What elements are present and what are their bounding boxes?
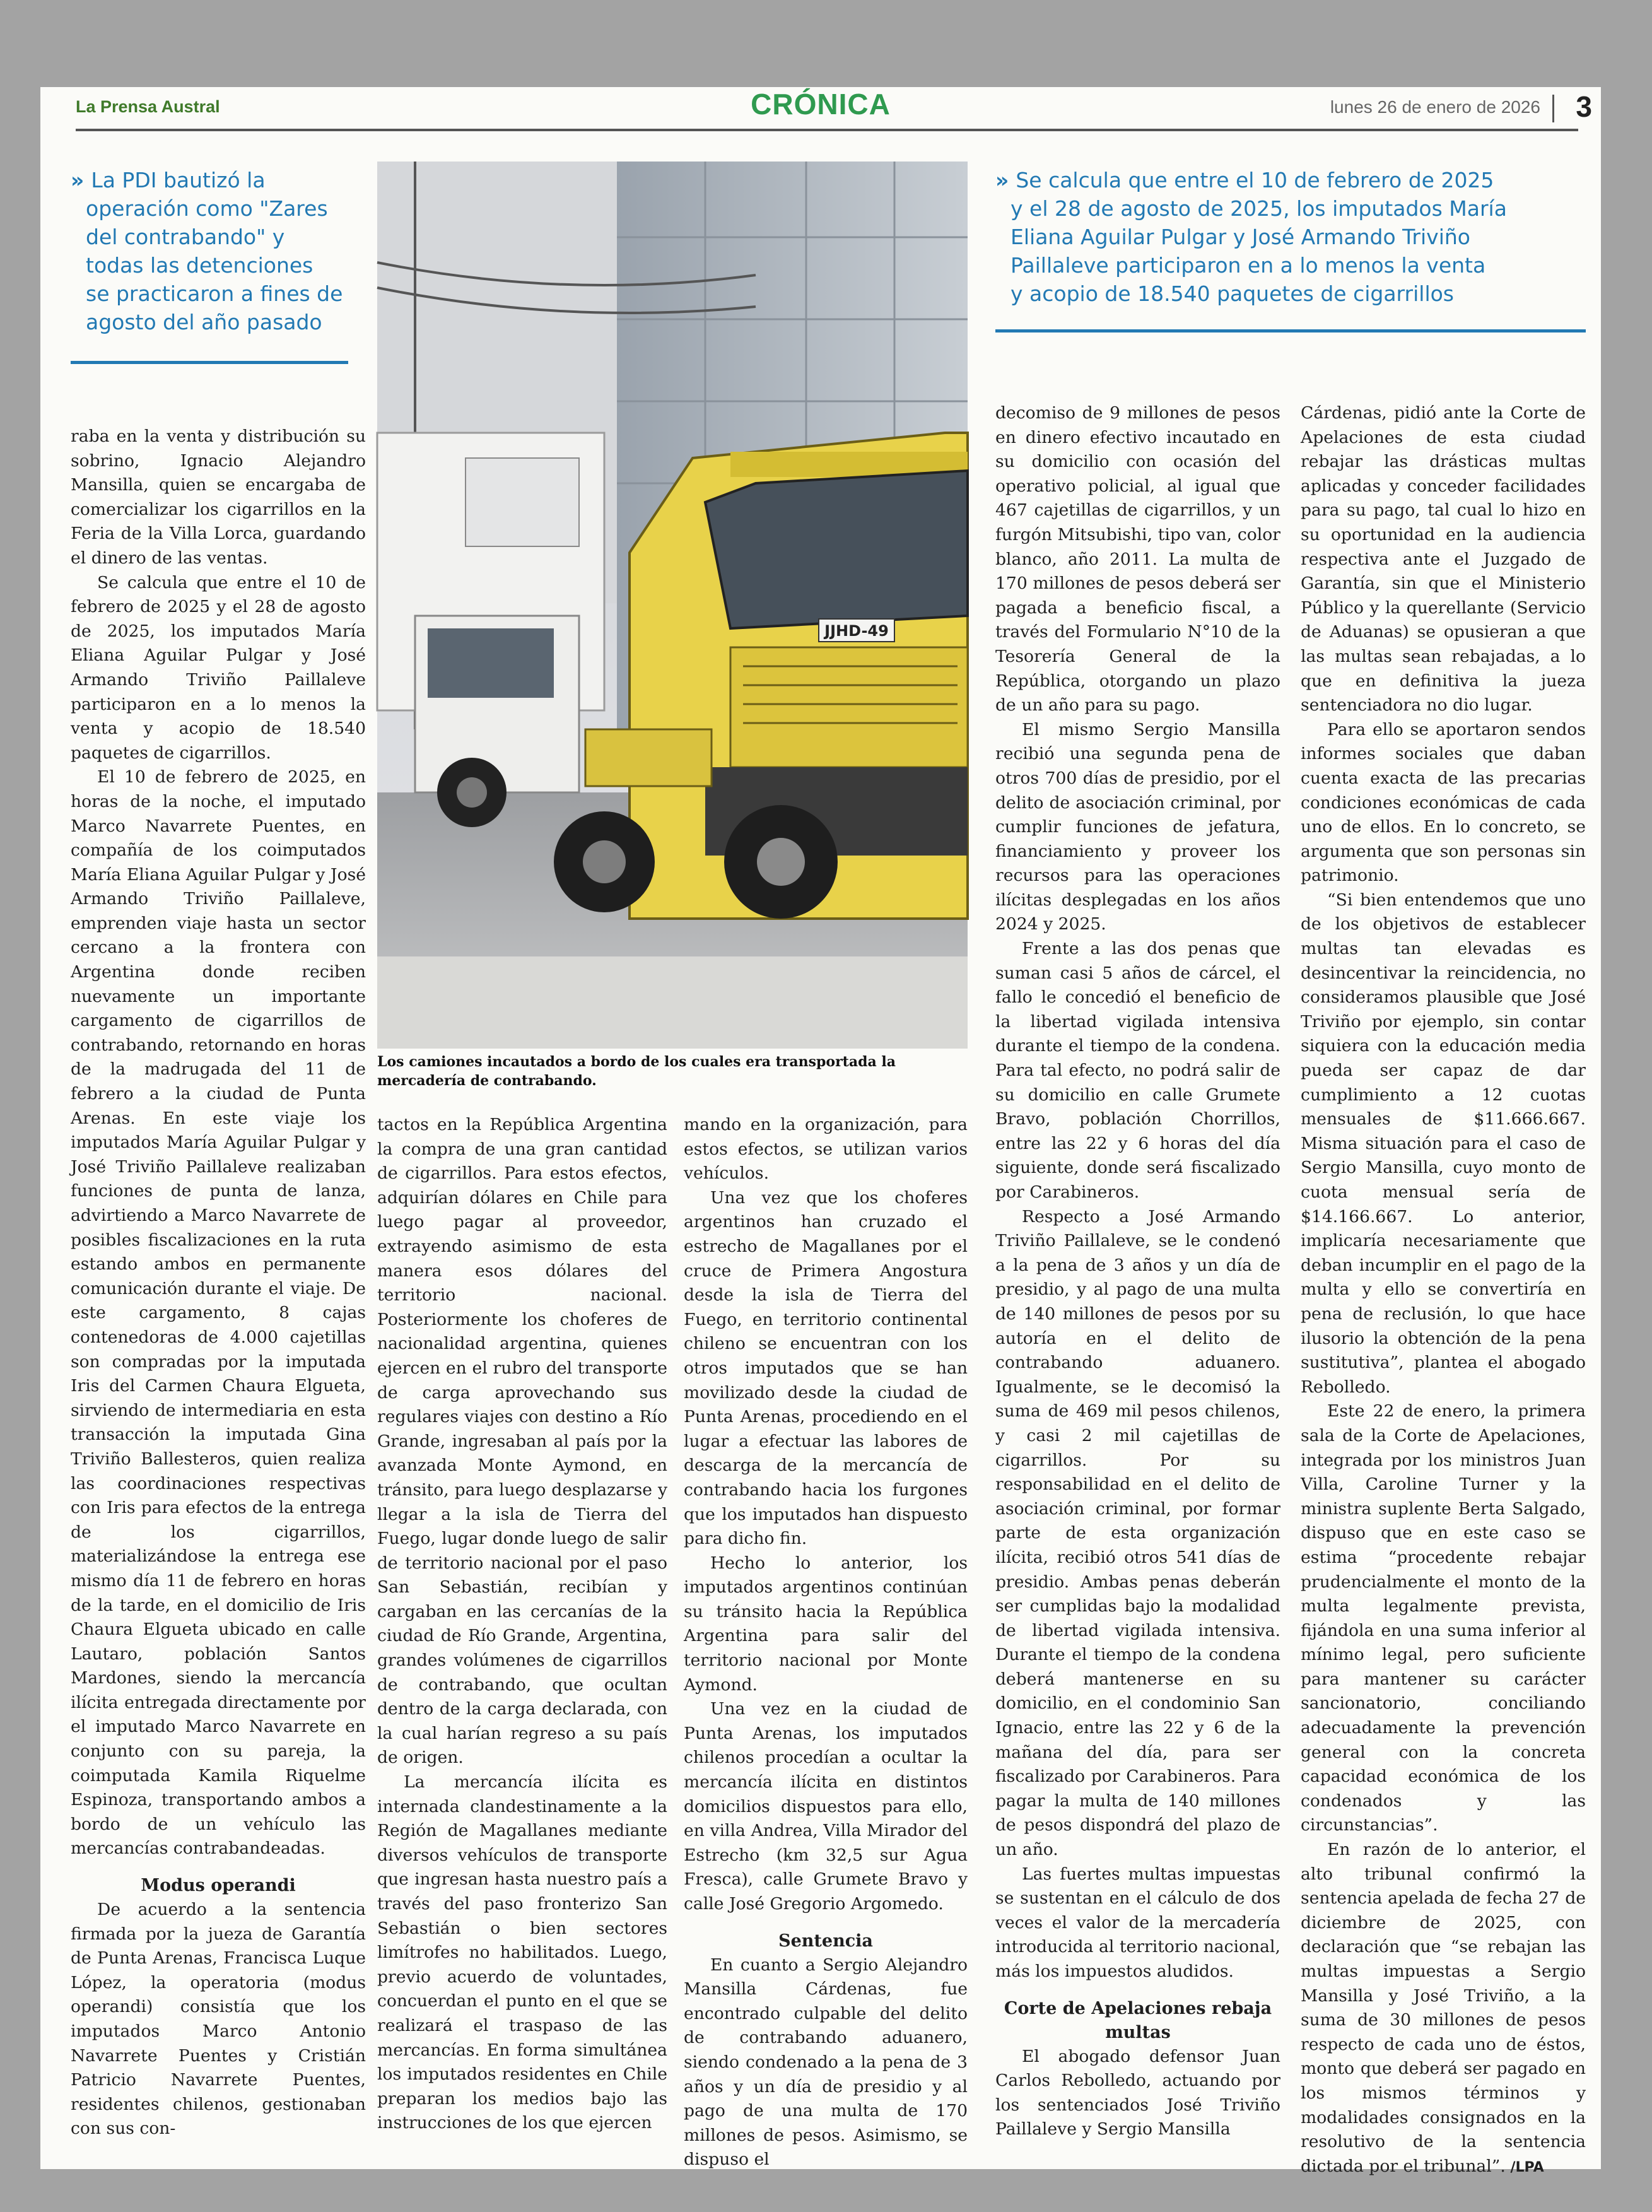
brand-name: La Prensa Austral — [76, 97, 220, 116]
article-paragraph: “Si bien entendemos que uno de los objetivos de establecer multas tan elevadas es desincentivar la reincidencia, no consideramos plausible que José Triviño por ejemplo, sin contar siquiera con la educación media pueda ser capaz de dar cumplimiento a 12 cuotas mensuales de $11.666.667. Misma situación para el caso de Sergio Mansilla, cuyo monto de cuota mensual sería de $14.166.667. Lo anterior, implicaría necesariamente que deban incumplir en el pago de la multa y ello se convertiría en pena de reclusión, lo que hace ilusorio la obtención de la pena sustitutiva”, plantea el abogado Rebolledo. — [1301, 890, 1586, 1397]
section-subhead: Corte de Apelaciones rebaja multas — [1004, 1998, 1272, 2042]
header-rule — [76, 129, 1578, 131]
article-paragraph: El 10 de febrero de 2025, en horas de la noche, el imputado Marco Navarrete Puentes, en compañía de los coimputados María Eliana Aguilar Pulgar y José Armando Triviño Paillaleve, emprenden viaje hasta un sector cercano a la frontera con Argentina donde reciben nuevamente un importante cargamento de cigarrillos de contrabando, retornando en horas de la madrugada del 11 de febrero a la ciudad de Punta Arenas. En este viaje los imputados María Aguilar Pulgar y José Triviño Paillaleve realizaban funciones de punta de lanza, advirtiendo a Marco Navarrete de posibles fiscalizaciones en la ruta estando ambos en permanente comunicación durante el viaje. De este cargamento, 8 cajas contenedoras de 4.000 cajetillas son compradas por la imputada Iris del Carmen Chaura Elgueta, sirviendo de intermediaria en esta transacción la imputada Gina Triviño Ballesteros, quien realiza las coordinaciones respectivas con Iris para efectos de la entrega de los cigarrillos, materializándose la entrega ese mismo día 11 de febrero en horas de la tarde, en el domicilio de Iris Chaura Elgueta ubicado en calle Lautaro, población Santos Mardones, siendo la mercancía ilícita entregada directamente por el imputado Marco Navarrete en conjunto con su pareja, la coimputada Kamila Riquelme Espinoza, transportando ambos a bordo de un vehículo las mercancías contrabandeadas. — [71, 767, 366, 1859]
article-paragraph: tactos en la República Argentina la compra de una gran cantidad de cigarrillos. Para estos efectos, adquirían dólares en Chile para luego pagar al proveedor, extrayendo asimismo de esta manera esos dólares del territorio nacional. Posteriormente los choferes de nacionalidad argentina, quienes ejercen en el rubro del transporte de carga aprovechando sus regulares viajes con destino a Río Grande, ingresaban al país por la avanzada Monte Aymond, en tránsito, para luego desplazarse y llegar a la isla de Tierra del Fuego, lugar donde luego de salir de territorio nacional por el paso San Sebastián, recibían y cargaban en las cercanías de la ciudad de Río Grande, Argentina, grandes volúmenes de cigarrillos de contrabando, que ocultan dentro de la carga declarada, con la cual harían regreso a su país de origen. — [377, 1115, 667, 1768]
pull-quote-left — [71, 166, 367, 336]
article-paragraph: Se calcula que entre el 10 de febrero de 2025 y el 28 de agosto de 2025, los imputados María Eliana Aguilar Pulgar y José Armando Triviño Paillaleve participaron en a lo menos la venta y acopio de 18.540 paquetes de cigarrillos. — [71, 572, 366, 763]
truck-plate: JJHD-49 — [824, 622, 889, 640]
signoff: /LPA — [1505, 2159, 1544, 2175]
article-paragraph: Frente a las dos penas que suman casi 5 años de cárcel, el fallo le concedió el beneficio de la libertad vigilada intensiva durante el tiempo de la condena. Para tal efecto, no podrá salir de su domicilio en calle Grumete Bravo, población Chorrillos, entre las 22 y 6 horas del día siguiente, donde será fiscalizado por Carabineros. — [995, 939, 1280, 1202]
issue-date: lunes 26 de enero de 2026 — [1330, 97, 1540, 117]
section-title: CRÓNICA — [751, 88, 891, 121]
article-paragraph: decomiso de 9 millones de pesos en dinero efectivo incautado en su domicilio con ocasión del operativo policial, al igual que 467 cajetillas de cigarrillos, y un furgón Mitsubishi, tipo van, color blanco, año 2011. La multa de 170 millones de pesos deberá ser pagada a beneficio fiscal, a través del Formulario N°10 de la Tesorería General de la República, otorgando un plazo de un año para su pago. — [995, 403, 1280, 715]
truck-photo — [377, 162, 968, 1049]
pull-quote-line: Eliana Aguilar Pulgar y José Armando Triviño — [1011, 225, 1470, 249]
pull-quote-left-rule — [71, 361, 348, 364]
pull-quote-line: Paillaleve participaron en a lo menos la venta — [1011, 253, 1486, 278]
pull-quote-line: todas las detenciones — [86, 253, 313, 278]
article-column-5 — [1301, 401, 1586, 2176]
pull-quote-line: y acopio de 18.540 paquetes de cigarrillos — [1011, 281, 1454, 306]
article-paragraph: Respecto a José Armando Triviño Paillaleve, se le condenó a la pena de 3 años y un día de presidio, y al pago de una multa de 140 millones de pesos por su autoría en el delito de contrabando aduanero. Igualmente, se le decomisó la suma de 469 mil pesos chilenos, y casi 2 mil cajetillas de cigarrillos. Por su responsabilidad en el delito de asociación criminal, por formar parte de esta organización ilícita, recibió otros 541 días de presidio. Ambas penas deberán ser cumplidas bajo la modalidad de libertad vigilada intensiva. Durante el tiempo de la condena deberá mantenerse en su domicilio, en el condominio San Ignacio, entre las 22 y 6 de la mañana del día, para ser fiscalizado por Carabineros. Para pagar la multa de 140 millones de pesos dispondrá del plazo de un año. — [995, 1206, 1280, 1860]
truck-illustration — [377, 162, 968, 1049]
article-paragraph: Una vez que los choferes argentinos han cruzado el estrecho de Magallanes por el cruce de Primera Angostura desde la isla de Tierra del Fuego, en territorio continental chileno se encuentran con los otros imputados que se han movilizado desde la ciudad de Punta Arenas, procediendo en el lugar a efectuar las labores de descarga de la mercancía de contrabando hacia los furgones que los imputados han dispuesto para dicho fin. — [684, 1187, 968, 1549]
article-paragraph: De acuerdo a la sentencia firmada por la jueza de Garantía de Punta Arenas, Francisca Luque López, la operatoria (modus operandi) consistía que los imputados Marco Antonio Navarrete Puentes y Cristián Patricio Navarrete Puentes, residentes chilenos, gestionaban con sus con- — [71, 1900, 366, 2139]
article-column-2 — [377, 1113, 667, 2135]
article-paragraph: raba en la venta y distribución su sobrino, Ignacio Alejandro Mansilla, quien se encargaba de comercializar los cigarrillos en la Feria de la Villa Lorca, guardando el dinero de las ventas. — [71, 427, 366, 568]
pull-quote-line: del contrabando" y — [86, 225, 285, 249]
newspaper-page — [40, 87, 1601, 2176]
chevron-right-icon: » — [71, 168, 83, 192]
chevron-right-icon: » — [995, 168, 1007, 192]
article-column-3 — [684, 1113, 968, 2170]
pull-quote-right-rule — [995, 329, 1586, 332]
section-subhead: Modus operandi — [141, 1876, 296, 1896]
article-paragraph: Cárdenas, pidió ante la Corte de Apelaciones de esta ciudad rebajar las drásticas multas aplicadas y conceder facilidades para su pago, tal cual lo hizo en su oportunidad en la audiencia respectiva ante el Juzgado de Garantía, sin que el Ministerio Público y la querellante (Servicio de Aduanas) se opusieran a que las multas sean rebajadas, a lo que en definitiva la jueza sentenciadora no dio lugar. — [1301, 403, 1586, 715]
article-paragraph: Las fuertes multas impuestas se sustentan en el cálculo de dos veces el valor de la mercadería introducida al territorio nacional, más los impuestos aludidos. — [995, 1864, 1280, 1981]
page-number: 3 — [1576, 90, 1592, 123]
article-paragraph: En cuanto a Sergio Alejandro Mansilla Cárdenas, fue encontrado culpable del delito de contrabando aduanero, siendo condenado a la pena de 3 años y un día de presidio y al pago de una multa de 170 millones de pesos. Asimismo, se dispuso el — [684, 1955, 968, 2170]
article-paragraph: Para ello se aportaron sendos informes sociales que daban cuenta exacta de las precarias condiciones económicas de cada uno de ellos. En lo concreto, se argumenta que son personas sin patrimonio. — [1301, 719, 1586, 886]
article-paragraph: En razón de lo anterior, el alto tribunal confirmó la sentencia apelada de fecha 27 de diciembre de 2025, con declaración que “se rebajan las multas impuestas a Sergio Mansilla y José Triviño, a la suma de 30 millones de pesos respecto de cada uno de éstos, monto que deberá ser pagado en los mismos términos y modalidades consignados en la resolutivo de la sentencia dictada por el tribunal”. /LPA — [1301, 1840, 1586, 2176]
article-paragraph: Una vez en la ciudad de Punta Arenas, los imputados chilenos procedían a ocultar la mercancía ilícita en distintos domicilios dispuestos para ello, en villa Andrea, Villa Mirador del Estrecho (km 32,5 sur Agua Fresca), calle Grumete Bravo y calle José Gregorio Argomedo. — [684, 1699, 968, 1914]
photo-caption: Los camiones incautados a bordo de los cuales era transportada la mercadería de contrabando. — [377, 1054, 896, 1089]
pull-quote-line: » Se calcula que entre el 10 de febrero de 2025 — [995, 168, 1494, 192]
pull-quote-line: operación como "Zares — [86, 196, 328, 221]
pull-quote-right — [995, 166, 1588, 308]
article-column-4 — [995, 401, 1280, 2139]
pull-quote-line: se practicaron a fines de — [86, 281, 343, 306]
article-paragraph: Este 22 de enero, la primera sala de la Corte de Apelaciones, integrada por los ministros Juan Villa, Caroline Turner y la ministra suplente Berta Salgado, dispuso que en este caso se estima “procedente rebajar prudencialmente el monto de la multa legalmente prevista, fijándola en una suma inferior al mínimo legal, pero suficiente para mantener su carácter sancionatorio, conciliando adecuadamente la prevención general con la concreta capacidad económica de los condenados y las circunstancias”. — [1301, 1401, 1586, 1835]
section-subhead: Sentencia — [778, 1931, 873, 1951]
article-paragraph: El mismo Sergio Mansilla recibió una segunda pena de otros 700 días de presidio, por el delito de asociación criminal, por cumplir funciones de jefatura, financiamiento y proveer los recursos para las operaciones ilícitas desplegadas en los años 2024 y 2025. — [995, 719, 1280, 934]
article-paragraph: El abogado defensor Juan Carlos Rebolledo, actuando por los sentenciados José Triviño Paillaleve y Sergio Mansilla — [995, 2046, 1280, 2139]
header-separator — [1552, 95, 1554, 122]
pull-quote-line: y el 28 de agosto de 2025, los imputados María — [1011, 196, 1507, 221]
pull-quote-line: » La PDI bautizó la — [71, 168, 266, 192]
article-paragraph: La mercancía ilícita es internada clandestinamente a la Región de Magallanes mediante diversos vehículos de transporte que ingresan hasta nuestro país a través del paso fronterizo San Sebastián o bien sectores limítrofes no habilitados. Luego, previo acuerdo de voluntades, concuerdan el punto en el que se realizará el traspaso de las mercancías. En forma simultánea los imputados residentes en Chile preparan los medios bajo las instrucciones de los que ejercen — [377, 1772, 667, 2133]
pull-quote-line: agosto del año pasado — [86, 310, 322, 334]
article-paragraph: Hecho lo anterior, los imputados argentinos continúan su tránsito hacia la República Argentina para salir del territorio nacional por Monte Aymond. — [684, 1553, 968, 1695]
article-paragraph: mando en la organización, para estos efectos, se utilizan varios vehículos. — [684, 1115, 968, 1184]
article-column-1 — [71, 425, 366, 2139]
